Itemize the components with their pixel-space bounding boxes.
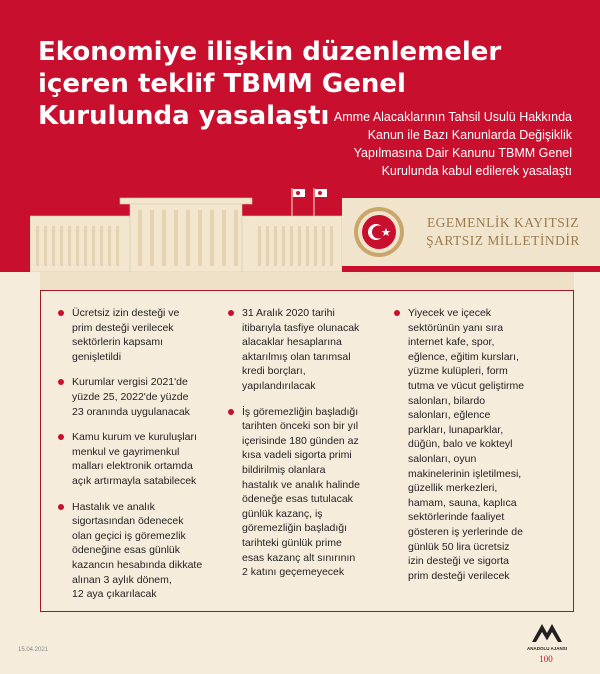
logo-years: 100 xyxy=(539,654,553,664)
list-item: Kurumlar vergisi 2021'de yüzde 25, 2022'de yüzde 23 oranında uygulanacak xyxy=(62,375,212,419)
header-banner xyxy=(0,0,600,272)
list-item: Ücretsiz izin desteği ve prim desteği verilecek sektörlerin kapsamı genişletildi xyxy=(62,306,212,364)
title-line: Kurulunda yasalaştı xyxy=(38,101,330,131)
subtitle-line: Kanun ile Bazı Kanunlarda Değişiklik xyxy=(367,128,572,142)
subtitle-line: Kurulunda kabul edilerek yasalaştı xyxy=(381,164,572,178)
subtitle-line: Amme Alacaklarının Tahsil Usulü Hakkında xyxy=(333,110,572,124)
column-1 xyxy=(62,306,212,613)
panel-top-strip xyxy=(40,272,574,290)
subtitle-line: Yapılmasına Dair Kanunu TBMM Genel xyxy=(353,146,572,160)
logo-text: ANADOLU AJANSI xyxy=(526,646,568,651)
tbmm-seal-icon xyxy=(353,206,405,258)
list-item: Hastalık ve analık sigortasından ödenecek olan geçici iş göremezlik ödeneğine esas günlük kazancın hesabında dikkate alınan 3 aylık dönem, 12 aya çıkarılacak xyxy=(62,500,212,602)
bullet-icon xyxy=(394,310,400,316)
publish-date: 15.04.2021 xyxy=(18,647,49,653)
bullet-icon xyxy=(58,379,64,385)
list-item: Yiyecek ve içecek sektörünün yanı sıra internet kafe, spor, eğlence, eğitim kursları, yüzme kulüpleri, form tutma ve vücut geliştirme salonları, bilardo salonları, eğlence parkları, lunaparklar, düğün, balo ve kokteyl salonları, oyun makinelerinin işletilmesi, güzellik merkezleri, hamam, sauna, kaplıca sektörlerinde faaliyet gösteren iş yerlerinde de günlük 50 lira ücretsiz izin desteği ve sigorta prim desteği verilecek xyxy=(398,306,556,583)
bullet-icon xyxy=(58,310,64,316)
list-item: Kamu kurum ve kuruluşları menkul ve gayrimenkul malları elektronik ortamda açık artırmayla satabilecek xyxy=(62,430,212,488)
subtitle xyxy=(292,108,572,180)
list-item: İş göremezliğin başladığı tarihten önceki son bir yıl içerisinde 180 günden az kısa vadeli sigorta primi bildirilmiş olanlara hastalık ve analık halinde ödeneğe esas tutulacak günlük kazanç, iş göremezliğin başladığı tarihteki günlük prime esas kazanç alt sınırının 2 katını geçemeyecek xyxy=(232,405,392,580)
bullet-icon xyxy=(58,434,64,440)
column-2 xyxy=(232,306,392,591)
bullet-icon xyxy=(228,409,234,415)
column-3 xyxy=(398,306,556,594)
list-item: 31 Aralık 2020 tarihi itibarıyla tasfiye olunacak alacaklar hesaplarına aktarılmış olan tarımsal kredi borçları, yapılandırılacak xyxy=(232,306,392,394)
bullet-icon xyxy=(58,504,64,510)
motto-text xyxy=(418,214,588,250)
anadolu-agency-logo-icon xyxy=(520,620,580,668)
bullet-icon xyxy=(228,310,234,316)
title-line: Ekonomiye ilişkin düzenlemeler xyxy=(38,37,502,67)
title-line: içeren teklif TBMM Genel xyxy=(38,69,406,99)
motto-line: ŞARTSIZ MİLLETİNDİR xyxy=(426,233,580,248)
parliament-building-illustration xyxy=(30,186,342,272)
motto-line: EGEMENLİK KAYITSIZ xyxy=(426,215,580,230)
